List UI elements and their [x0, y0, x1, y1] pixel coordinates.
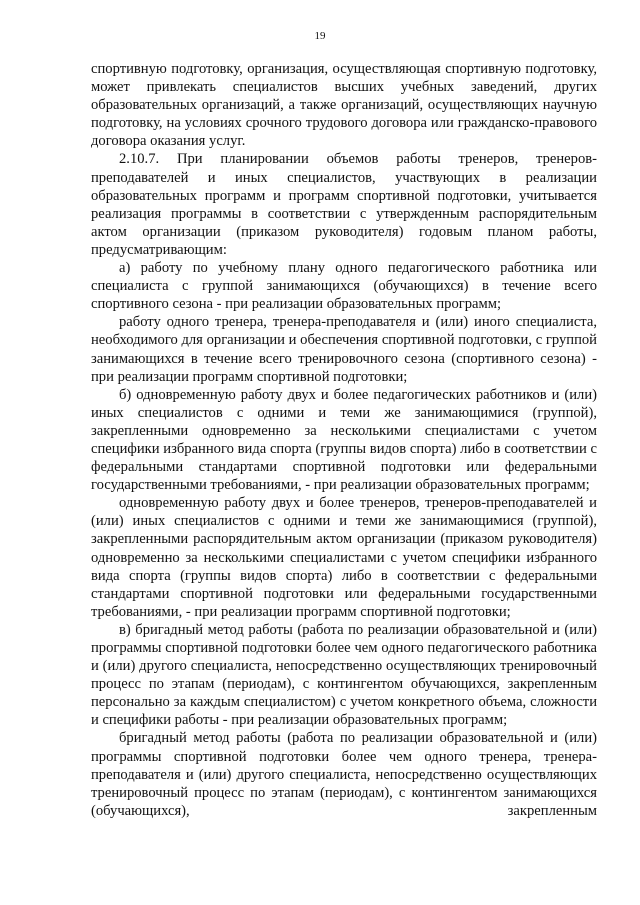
paragraph-item-a-sport: работу одного тренера, тренера-преподавателя и (или) иного специалиста, необходимого для организации и обеспечения спортивной подготовки, с группой занимающихся в течение всего тренировочного сезона (спортивного сезона) - при реализации программ спортивной подготовки;	[91, 314, 597, 385]
page-number: 19	[314, 30, 326, 42]
paragraph-continuation: спортивную подготовку, организация, осуществляющая спортивную подготовку, может привлекать специалистов высших учебных заведений, других образовательных организаций, а также организаций, осуществляющих научную подготовку, на условиях срочного трудового договора или гражданско-правового договора оказания услуг.	[91, 61, 597, 150]
paragraph-clause-2-10-7: 2.10.7. При планировании объемов работы тренеров, тренеров-преподавателей и иных специалистов, участвующих в реализации образовательных программ и программ спортивной подготовки, учитывается реализация программы в соответствии с утвержденным распорядительным актом организации (приказом руководителя) годовым планом работы, предусматривающим:	[91, 151, 597, 258]
paragraph-item-v-sport: бригадный метод работы (работа по реализации образовательной и (или) программы спортивной подготовки более чем одного тренера, тренера-преподавателя и (или) другого специалиста, непосредственно осуществляющих тренировочный процесс по этапам (периодам), с контингентом занимающихся (обучающихся), закрепленным	[91, 730, 597, 819]
paragraph-item-a: а) работу по учебному плану одного педагогического работника или специалиста с группой занимающихся (обучающихся) в течение всего спортивного сезона - при реализации образовательных программ;	[91, 260, 597, 313]
paragraph-item-b-sport: одновременную работу двух и более тренеров, тренеров-преподавателей и (или) иных специалистов с одними и теми же занимающимися (группой), закрепленными распорядительным актом организации (приказом руководителя) одновременно за несколькими специалистами с учетом специфики избранного вида спорта (группы видов спорта) либо в соответствии с федеральными стандартами спортивной подготовки или федеральными государственными требованиями, - при реализации программ спортивной подготовки;	[91, 495, 597, 620]
paragraph-item-b: б) одновременную работу двух и более педагогических работников и (или) иных специалистов с одними и теми же занимающимися (группой), закрепленными одновременно за несколькими специалистами с учетом специфики избранного вида спорта (группы видов спорта) либо в соответствии с федеральными стандартами спортивной подготовки или федеральными государственными требованиями, - при реализации образовательных программ;	[91, 386, 597, 494]
document-body	[91, 60, 597, 820]
paragraph-item-v: в) бригадный метод работы (работа по реализации образовательной и (или) программы спортивной подготовки более чем одного педагогического работника и (или) другого специалиста, непосредственно осуществляющих тренировочный процесс по этапам (периодам), с контингентом обучающихся, закрепленным персонально за каждым специалистом) с учетом конкретного объема, сложности и специфики работы - при реализации образовательных программ;	[91, 621, 597, 729]
